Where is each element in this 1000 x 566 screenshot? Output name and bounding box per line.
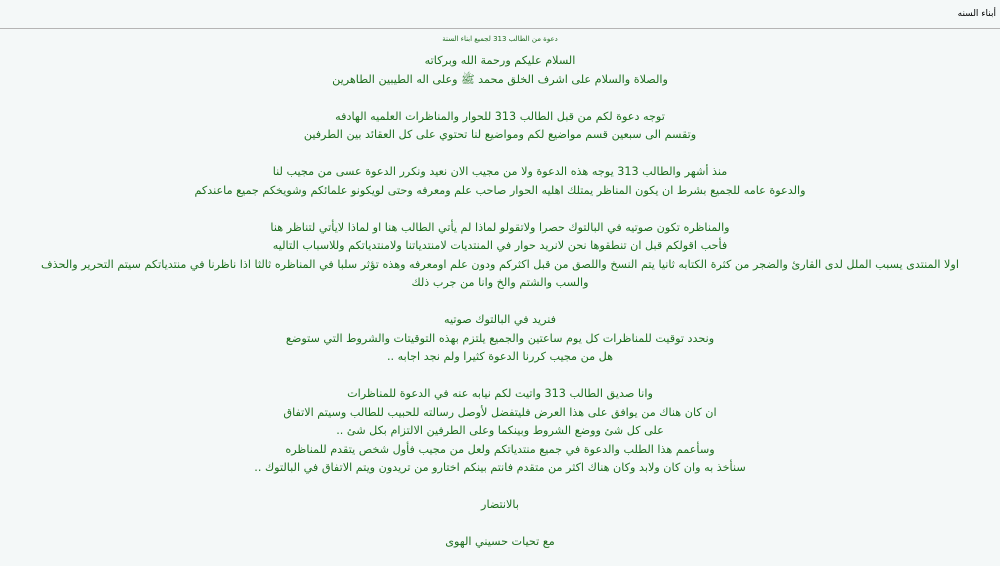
top-bar bbox=[0, 0, 1000, 29]
post-line: مع تحيات حسيني الهوى bbox=[445, 535, 555, 548]
post-body bbox=[0, 34, 1000, 552]
line-gap bbox=[0, 145, 1000, 164]
post-line: سنأخذ به وان كان ولابد وكان هناك اكثر من متقدم فانتم بينكم اختارو من تريدون ويتم الاتفاق في البالتوك .. bbox=[254, 461, 746, 474]
post-line: توجه دعوة لكم من قبل الطالب 313 للحوار والمناظرات العلميه الهادفه bbox=[335, 109, 665, 123]
post-line: وتقسم الى سبعين قسم مواضيع لكم ومواضيع لنا تحتوي على كل العقائد بين الطرفين bbox=[303, 128, 697, 141]
line-gap bbox=[0, 478, 1000, 497]
line-gap bbox=[0, 367, 1000, 386]
post-line: ان كان هناك من يوافق على هذا العرض فليتفضل لأوصل رسالته للحبيب للطالب وسيتم الاتفاق bbox=[283, 405, 717, 419]
post-line: اولا المنتدى يسبب الملل لدى القارئ والضجر من كثرة الكتابه ثانيا يتم النسخ واللصق من قبل اكثركم ودون علم اومعرفه وهذه تؤثر سلبا في المناظره ثالثا اذا ناظرنا في منتدياتكم سيتم التحرير والحذف bbox=[41, 257, 959, 271]
post-line: منذ أشهر والطالب 313 يوجه هذه الدعوة ولا من مجيب الان نعيد ونكرر الدعوة عسى من مجيب لنا bbox=[272, 165, 728, 178]
line-gap bbox=[0, 515, 1000, 534]
post-line: فنريد في البالتوك صوتيه bbox=[443, 313, 557, 326]
post-line: فأحب اقولكم قبل ان تنطقوها نحن لانريد حوار في المنتديات لامنتدياتنا ولامنتدياتكم وللاسباب التاليه bbox=[272, 239, 728, 252]
line-gap bbox=[0, 293, 1000, 312]
line-gap bbox=[0, 89, 1000, 108]
post-line: والدعوة عامه للجميع بشرط ان يكون المناظر يمتلك اهليه الحوار صاحب علم ومعرفه وحتى لويكونو علمائكم وشويخكم جميع ماعندكم bbox=[194, 183, 806, 197]
post-line: هل من مجيب كررنا الدعوة كثيرا ولم نجد اجابه .. bbox=[386, 350, 614, 363]
post-line: والسب والشتم والخ وانا من جرب ذلك bbox=[411, 276, 589, 289]
post-lines bbox=[0, 52, 1000, 552]
post-line: وسأعمم هذا الطلب والدعوة في جميع منتدياتكم ولعل من مجيب فأول شخص يتقدم للمناظره bbox=[285, 442, 715, 456]
post-line: والصلاة والسلام على اشرف الخلق محمد ﷺ وعلى اله الطيبين الطاهرين bbox=[332, 72, 668, 86]
post-line: وانا صديق الطالب 313 واتيت لكم نيابه عنه في الدعوة للمناظرات bbox=[347, 387, 653, 400]
post-line: ونحدد توقيت للمناظرات كل يوم ساعتين والجميع يلتزم بهذه التوقيتات والشروط التي ستوضع bbox=[285, 331, 715, 345]
post-line: السلام عليكم ورحمة الله وبركاته bbox=[424, 54, 576, 67]
post-line: على كل شئ ووضع الشروط وبينكما وعلى الطرفين الالتزام بكل شئ .. bbox=[336, 424, 664, 437]
post-header: دعوة من الطالب 313 لجميع ابناء السنة bbox=[442, 35, 558, 43]
forum-title: أبناء السنه bbox=[957, 9, 996, 19]
post-line: بالانتضار bbox=[481, 498, 519, 511]
post-line: والمناظره تكون صوتيه في البالتوك حصرا ولاتقولو لماذا لم يأتي الطالب هنا او لماذا لايأتي لتناظر هنا bbox=[270, 220, 730, 234]
line-gap bbox=[0, 200, 1000, 219]
